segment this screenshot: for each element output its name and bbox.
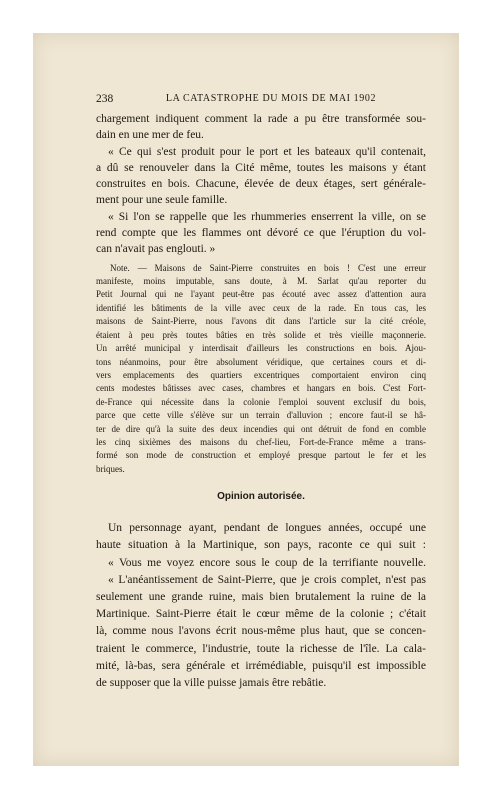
text-line: vers emplacements des quartiers excentriques comportaient environ cinq — [96, 369, 426, 380]
text-line: briques. — [96, 463, 125, 474]
text-line: Note. — Maisons de Saint-Pierre construites en bois ! C'est une erreur — [110, 262, 426, 273]
text-line: dain en une mer de feu. — [96, 129, 204, 142]
text-line: « Vous me voyez encore sous le coup de la terrifiante nouvelle. — [108, 556, 426, 569]
text-line: can n'avait pas englouti. » — [96, 243, 216, 256]
text-line: construites en bois. Chacune, élevée de deux étages, sert générale- — [96, 178, 426, 191]
text-line: mité, là-bas, sera générale et irrémédiable, puisqu'il est impossible — [96, 659, 426, 672]
page-header — [96, 92, 426, 106]
footnote — [96, 262, 426, 477]
text-line: étaient à peu près toutes bâties en très solide et très vieille maçonnerie. — [96, 329, 426, 340]
book-page — [33, 33, 459, 766]
text-line: ter de dire qu'à la suite des deux incendies qui ont détruit de fond en comble — [96, 423, 426, 434]
text-line: ment pour une seule famille. — [96, 194, 228, 207]
text-block-2 — [96, 520, 426, 692]
text-line: Martinique. Saint-Pierre était le cœur même de la colonie ; c'était — [96, 608, 426, 621]
text-line: cents modestes bâtisses avec cases, chambres et hangars en bois. C'est Fort- — [96, 383, 426, 394]
text-line: de supposer que la ville puisse jamais être rebâtie. — [96, 677, 327, 689]
text-line: chargement indiquent comment la rade a pu être transformée sou- — [96, 113, 426, 125]
text-line: « Si l'on se rappelle que les rhummeries enserrent la ville, on se — [108, 210, 426, 223]
section-heading: Opinion autorisée. — [217, 491, 305, 503]
text-line: là, comme nous l'avons écrit nous-même plus haut, que se concen- — [96, 625, 426, 638]
page-content — [96, 92, 426, 692]
text-line: parce que cette ville s'élève sur un terrain d'alluvion ; encore faut-il se hâ- — [96, 410, 426, 421]
text-line: haute situation à la Martinique, son pays, raconte ce qui suit : — [96, 539, 426, 552]
text-line: maisons de Saint-Pierre, nous l'avons dit dans l'article sur la cité créole, — [96, 316, 426, 327]
text-line: manifeste, moins imputable, sans doute, à M. Sarlat qu'au reporter du — [96, 276, 426, 287]
running-title: LA CATASTROPHE DU MOIS DE MAI 1902 — [165, 93, 377, 104]
text-line: les cinq sixièmes des maisons du chef-lieu, Fort-de-France même a trans- — [96, 436, 426, 447]
page-number: 238 — [96, 93, 114, 105]
text-line: Un personnage ayant, pendant de longues années, occupé une — [108, 522, 426, 535]
text-line: rend compte que les flammes ont dévoré ce que l'éruption du vol- — [96, 227, 426, 240]
text-line: tons néanmoins, pour être absolument véridique, que certaines cours et di- — [96, 356, 426, 367]
text-line: traient le commerce, l'industrie, toute la richesse de l'île. La cala- — [96, 642, 426, 655]
text-line: « L'anéantissement de Saint-Pierre, que je crois complet, n'est pas — [108, 573, 426, 586]
text-block-1 — [96, 111, 426, 258]
text-line: de-France qui nécessite dans la colonie l'emploi souvent exclusif du bois, — [96, 396, 426, 407]
text-line: Un arrêté municipal y interdisait d'ailleurs les constructions en bois. Ajou- — [96, 343, 426, 354]
text-line: Petit Journal qui ne l'ayant peut-être pas écouté avec assez d'attention aura — [96, 289, 426, 300]
text-line: a dû se renouveler dans la Cité même, toutes les maisons y étant — [96, 161, 426, 174]
text-line: identifié les bâtiments de la ville avec ceux de la rade. En tous cas, les — [96, 302, 426, 313]
text-line: « Ce qui s'est produit pour le port et les bateaux qu'il contenait, — [108, 145, 426, 158]
text-line: formé son mode de construction et employé presque partout le fer et les — [96, 450, 426, 461]
text-line: seulement une grande ruine, mais bien brutalement la ruine de la — [96, 590, 426, 603]
